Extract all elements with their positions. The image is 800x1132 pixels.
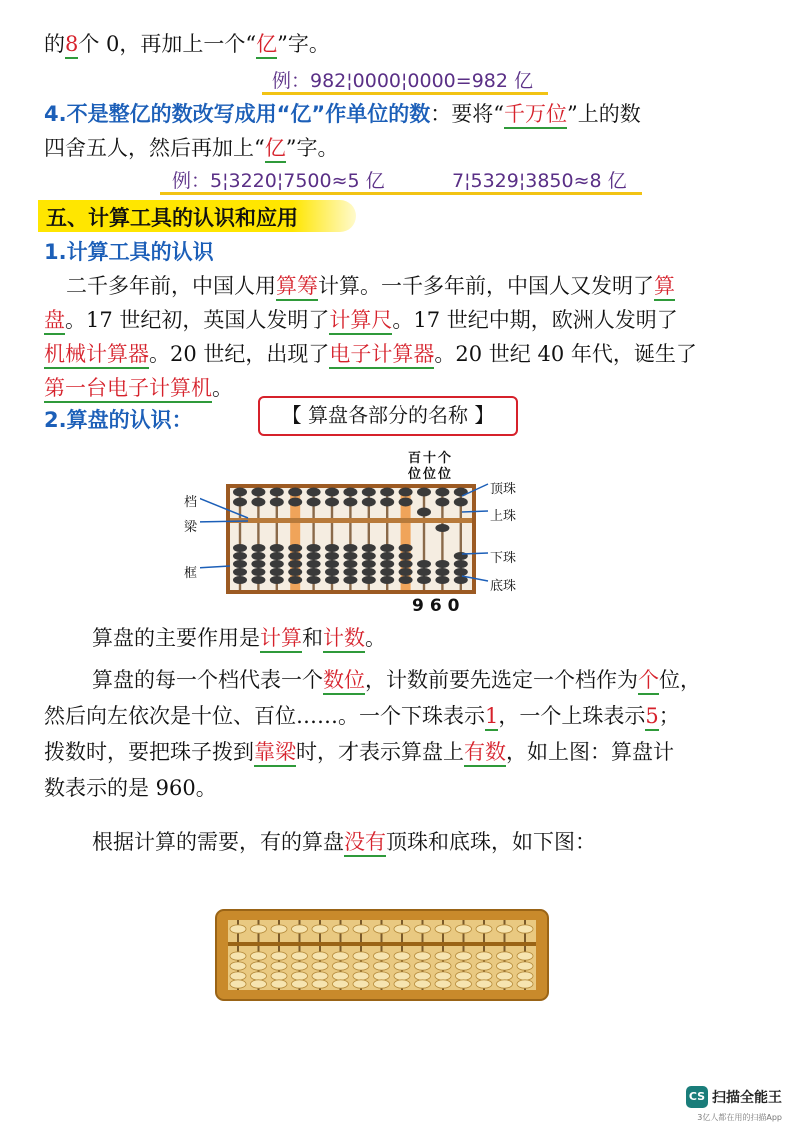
bead xyxy=(343,552,357,560)
pointer-kuang xyxy=(200,566,230,568)
bead xyxy=(251,952,267,960)
bead xyxy=(454,498,468,507)
bead xyxy=(288,552,302,560)
bead xyxy=(353,925,369,933)
bead xyxy=(307,488,321,497)
text: 顶珠和底珠，如下图： xyxy=(386,830,596,854)
bead xyxy=(230,925,246,933)
place-label-bottom: 位位位 xyxy=(408,467,454,482)
bead xyxy=(394,980,410,988)
bead xyxy=(415,952,431,960)
bead xyxy=(394,925,410,933)
bead xyxy=(307,544,321,552)
text: ”上的数 xyxy=(566,102,641,126)
bead xyxy=(380,568,394,576)
highlight: 电子计算器 xyxy=(329,342,434,369)
bead xyxy=(394,972,410,980)
bead xyxy=(233,498,247,507)
bead xyxy=(288,488,302,497)
bead xyxy=(517,962,533,970)
example-1: 例：982¦0000¦0000=982 亿 xyxy=(272,70,533,92)
bead xyxy=(517,972,533,980)
bead xyxy=(456,925,472,933)
bead xyxy=(399,498,413,507)
example-2b: 7¦5329¦3850≈8 亿 xyxy=(452,170,627,192)
subheading-1: 1.计算工具的认识 xyxy=(44,240,214,264)
watermark-brand: 扫描全能王 xyxy=(712,1090,782,1106)
bead xyxy=(417,508,431,517)
text: 。17 世纪中期，欧洲人发明了 xyxy=(392,308,678,332)
abacus-beam xyxy=(230,518,472,523)
subheading-2: 2.算盘的认识： xyxy=(44,408,193,432)
text: 。 xyxy=(212,376,233,400)
bead xyxy=(251,925,267,933)
bead xyxy=(230,962,246,970)
bead xyxy=(435,925,451,933)
label-lower-bead: 下珠 xyxy=(490,551,517,566)
bead xyxy=(353,980,369,988)
rule-heading: 4.不是整亿的数改写成用“亿”作单位的数 xyxy=(44,102,431,126)
text: 位， xyxy=(659,668,701,692)
desc-line-5: 数表示的是 960。 xyxy=(44,776,217,800)
bead xyxy=(292,962,308,970)
bead xyxy=(362,498,376,507)
para-line-1 xyxy=(66,270,675,302)
bead xyxy=(497,925,513,933)
bead xyxy=(325,568,339,576)
bead xyxy=(288,544,302,552)
place-label-top: 百十个 xyxy=(408,451,454,466)
bead xyxy=(435,498,449,507)
bead xyxy=(270,568,284,576)
label-liang: 梁 xyxy=(184,520,198,535)
bead xyxy=(497,952,513,960)
bead xyxy=(307,498,321,507)
highlight: 盘 xyxy=(44,308,65,335)
bead xyxy=(333,980,349,988)
bead xyxy=(454,488,468,497)
bead xyxy=(517,952,533,960)
bead xyxy=(251,568,265,576)
text: 然后向左依次是十位、百位……。一个下珠表示 xyxy=(44,704,485,728)
bead xyxy=(353,972,369,980)
highlight: 算 xyxy=(654,274,675,301)
bead xyxy=(497,962,513,970)
bead xyxy=(394,962,410,970)
bead xyxy=(325,576,339,584)
highlight: 第一台电子计算机 xyxy=(44,376,212,403)
bead xyxy=(307,576,321,584)
bead xyxy=(251,980,267,988)
bead xyxy=(312,980,328,988)
text: 和 xyxy=(302,626,323,650)
bead xyxy=(417,576,431,584)
bead xyxy=(312,972,328,980)
text: 四舍五人，然后再加上“ xyxy=(44,136,265,160)
bead xyxy=(307,568,321,576)
text: 算盘的主要作用是 xyxy=(92,626,260,650)
bead xyxy=(417,568,431,576)
bead xyxy=(362,488,376,497)
bead xyxy=(288,576,302,584)
bead xyxy=(435,980,451,988)
bead xyxy=(399,544,413,552)
label-dang: 档 xyxy=(184,495,198,510)
bead xyxy=(417,488,431,497)
bead xyxy=(288,498,302,507)
bead xyxy=(417,560,431,568)
desc-line-6 xyxy=(92,826,596,858)
simple-abacus-beam xyxy=(228,942,536,946)
bead xyxy=(270,488,284,497)
highlight: 机械计算器 xyxy=(44,342,149,369)
bead xyxy=(312,962,328,970)
bead xyxy=(251,576,265,584)
bead xyxy=(380,498,394,507)
bead xyxy=(271,952,287,960)
text: ，如上图：算盘计 xyxy=(506,740,674,764)
bead xyxy=(415,962,431,970)
bead xyxy=(288,568,302,576)
bead xyxy=(362,568,376,576)
highlight: 算筹 xyxy=(276,274,318,301)
bead xyxy=(454,560,468,568)
bead xyxy=(312,925,328,933)
highlight: 计算 xyxy=(260,626,302,653)
bead xyxy=(251,498,265,507)
bead xyxy=(343,560,357,568)
example-2a: 例：5¦3220¦7500≈5 亿 xyxy=(172,170,385,192)
bead xyxy=(307,560,321,568)
text: ，一个上珠表示 xyxy=(498,704,646,728)
bead xyxy=(362,552,376,560)
highlight: 亿 xyxy=(256,32,277,59)
bead xyxy=(307,552,321,560)
desc-line-3 xyxy=(44,700,680,732)
highlight: 靠梁 xyxy=(254,740,296,767)
bead xyxy=(233,576,247,584)
bead xyxy=(517,925,533,933)
bead xyxy=(251,972,267,980)
bead xyxy=(435,576,449,584)
text: 。 xyxy=(365,626,386,650)
text-line-1 xyxy=(44,28,330,60)
bead xyxy=(374,972,390,980)
bead xyxy=(374,952,390,960)
bead xyxy=(325,488,339,497)
bead xyxy=(380,544,394,552)
bead xyxy=(399,552,413,560)
bead xyxy=(292,952,308,960)
label-top-bead: 顶珠 xyxy=(490,482,517,497)
underline-yellow xyxy=(160,192,642,195)
underline-yellow xyxy=(262,92,548,95)
bead xyxy=(333,925,349,933)
text: ”字。 xyxy=(285,136,339,160)
bead xyxy=(271,962,287,970)
bead xyxy=(399,568,413,576)
text: ； xyxy=(658,704,680,728)
bead xyxy=(233,560,247,568)
abacus-parts-title-box: 【 算盘各部分的名称 】 xyxy=(258,396,518,436)
bead xyxy=(270,544,284,552)
bead xyxy=(288,560,302,568)
bead xyxy=(333,972,349,980)
text: 。20 世纪 40 年代，诞生了 xyxy=(434,342,697,366)
bead xyxy=(435,962,451,970)
text: ，计数前要先选定一个档作为 xyxy=(365,668,638,692)
bead xyxy=(230,980,246,988)
text: 计算。一千多年前，中国人又发明了 xyxy=(318,274,654,298)
bead xyxy=(353,962,369,970)
bead xyxy=(435,488,449,497)
highlight: 有数 xyxy=(464,740,506,767)
bead xyxy=(343,488,357,497)
desc-line-4 xyxy=(44,736,674,768)
cs-logo-icon: CS xyxy=(686,1086,708,1108)
bead xyxy=(271,972,287,980)
bead xyxy=(251,962,267,970)
bead xyxy=(456,980,472,988)
text-line-4 xyxy=(44,132,339,164)
bead xyxy=(476,925,492,933)
text: ：要将“ xyxy=(430,102,504,126)
bead xyxy=(292,925,308,933)
highlight: 8 xyxy=(65,32,78,59)
bead xyxy=(374,980,390,988)
bead xyxy=(456,972,472,980)
pointer-lower xyxy=(462,553,488,554)
highlight: 数位 xyxy=(323,668,365,695)
bead xyxy=(476,952,492,960)
bead xyxy=(362,560,376,568)
bead xyxy=(399,576,413,584)
bead xyxy=(325,552,339,560)
abacus-value: 960 xyxy=(412,596,466,616)
bead xyxy=(333,962,349,970)
bead xyxy=(343,576,357,584)
bead xyxy=(230,972,246,980)
pointer-liang xyxy=(200,521,248,522)
bead xyxy=(251,488,265,497)
bead xyxy=(333,952,349,960)
text: 的 xyxy=(44,32,65,56)
pointer-upper xyxy=(462,511,488,512)
bead xyxy=(325,560,339,568)
bead xyxy=(435,972,451,980)
bead xyxy=(415,925,431,933)
watermark-sub: 3亿人都在用的扫描App xyxy=(697,1113,782,1122)
highlight: 亿 xyxy=(265,136,286,163)
bead xyxy=(325,498,339,507)
bead xyxy=(476,980,492,988)
bead xyxy=(251,560,265,568)
highlight: 个 xyxy=(638,668,659,695)
bead xyxy=(233,552,247,560)
bead xyxy=(270,576,284,584)
bead xyxy=(353,952,369,960)
para-line-3 xyxy=(44,338,697,370)
text-line-3 xyxy=(44,98,641,130)
highlight: 1 xyxy=(485,704,498,731)
bead xyxy=(233,544,247,552)
bead xyxy=(270,552,284,560)
para-line-2 xyxy=(44,304,678,336)
bead xyxy=(380,552,394,560)
scanner-watermark xyxy=(686,1086,782,1108)
highlight: 计数 xyxy=(323,626,365,653)
bead xyxy=(343,498,357,507)
bead xyxy=(456,952,472,960)
bead xyxy=(362,544,376,552)
bead xyxy=(270,498,284,507)
bead xyxy=(517,980,533,988)
bead xyxy=(230,952,246,960)
highlight: 5 xyxy=(645,704,658,731)
bead xyxy=(233,488,247,497)
bead xyxy=(415,980,431,988)
bead xyxy=(399,560,413,568)
text: 算盘的每一个档代表一个 xyxy=(92,668,323,692)
bead xyxy=(374,962,390,970)
text: 拨数时，要把珠子拨到 xyxy=(44,740,254,764)
bead xyxy=(343,568,357,576)
bead xyxy=(271,925,287,933)
section-header xyxy=(38,200,356,232)
para-line-4 xyxy=(44,372,233,404)
text: 。17 世纪初，英国人发明了 xyxy=(65,308,330,332)
desc-line-1 xyxy=(92,622,386,654)
bead xyxy=(380,488,394,497)
text: 时，才表示算盘上 xyxy=(296,740,464,764)
bead xyxy=(476,962,492,970)
bead xyxy=(435,524,449,532)
bead xyxy=(399,488,413,497)
bead xyxy=(497,972,513,980)
text: 根据计算的需要，有的算盘 xyxy=(92,830,344,854)
highlight: 千万位 xyxy=(504,102,567,129)
text: 。20 世纪，出现了 xyxy=(149,342,330,366)
label-upper-bead: 上珠 xyxy=(490,509,517,524)
simple-abacus-picture xyxy=(214,904,550,1002)
bead xyxy=(374,925,390,933)
bead xyxy=(362,576,376,584)
bead xyxy=(270,560,284,568)
bead xyxy=(476,972,492,980)
bead xyxy=(394,952,410,960)
bead xyxy=(456,962,472,970)
desc-line-2 xyxy=(92,664,701,696)
bead xyxy=(435,560,449,568)
bead xyxy=(325,544,339,552)
text: 二千多年前，中国人用 xyxy=(66,274,276,298)
text: ”字。 xyxy=(277,32,330,56)
section-title: 五、计算工具的认识和应用 xyxy=(46,206,298,230)
bead xyxy=(271,980,287,988)
bead xyxy=(415,972,431,980)
bead xyxy=(380,560,394,568)
bead xyxy=(292,972,308,980)
labeled-abacus-diagram xyxy=(200,476,500,598)
bead xyxy=(251,544,265,552)
highlight: 计算尺 xyxy=(329,308,392,335)
bead xyxy=(233,568,247,576)
bead xyxy=(497,980,513,988)
bead xyxy=(380,576,394,584)
bead xyxy=(292,980,308,988)
highlight: 没有 xyxy=(344,830,386,857)
bead xyxy=(312,952,328,960)
text: 个 0，再加上一个“ xyxy=(78,32,257,56)
label-bottom-bead: 底珠 xyxy=(490,579,517,594)
bead xyxy=(454,568,468,576)
bead xyxy=(251,552,265,560)
label-kuang: 框 xyxy=(184,566,198,581)
bead xyxy=(435,952,451,960)
bead xyxy=(343,544,357,552)
bead xyxy=(435,568,449,576)
